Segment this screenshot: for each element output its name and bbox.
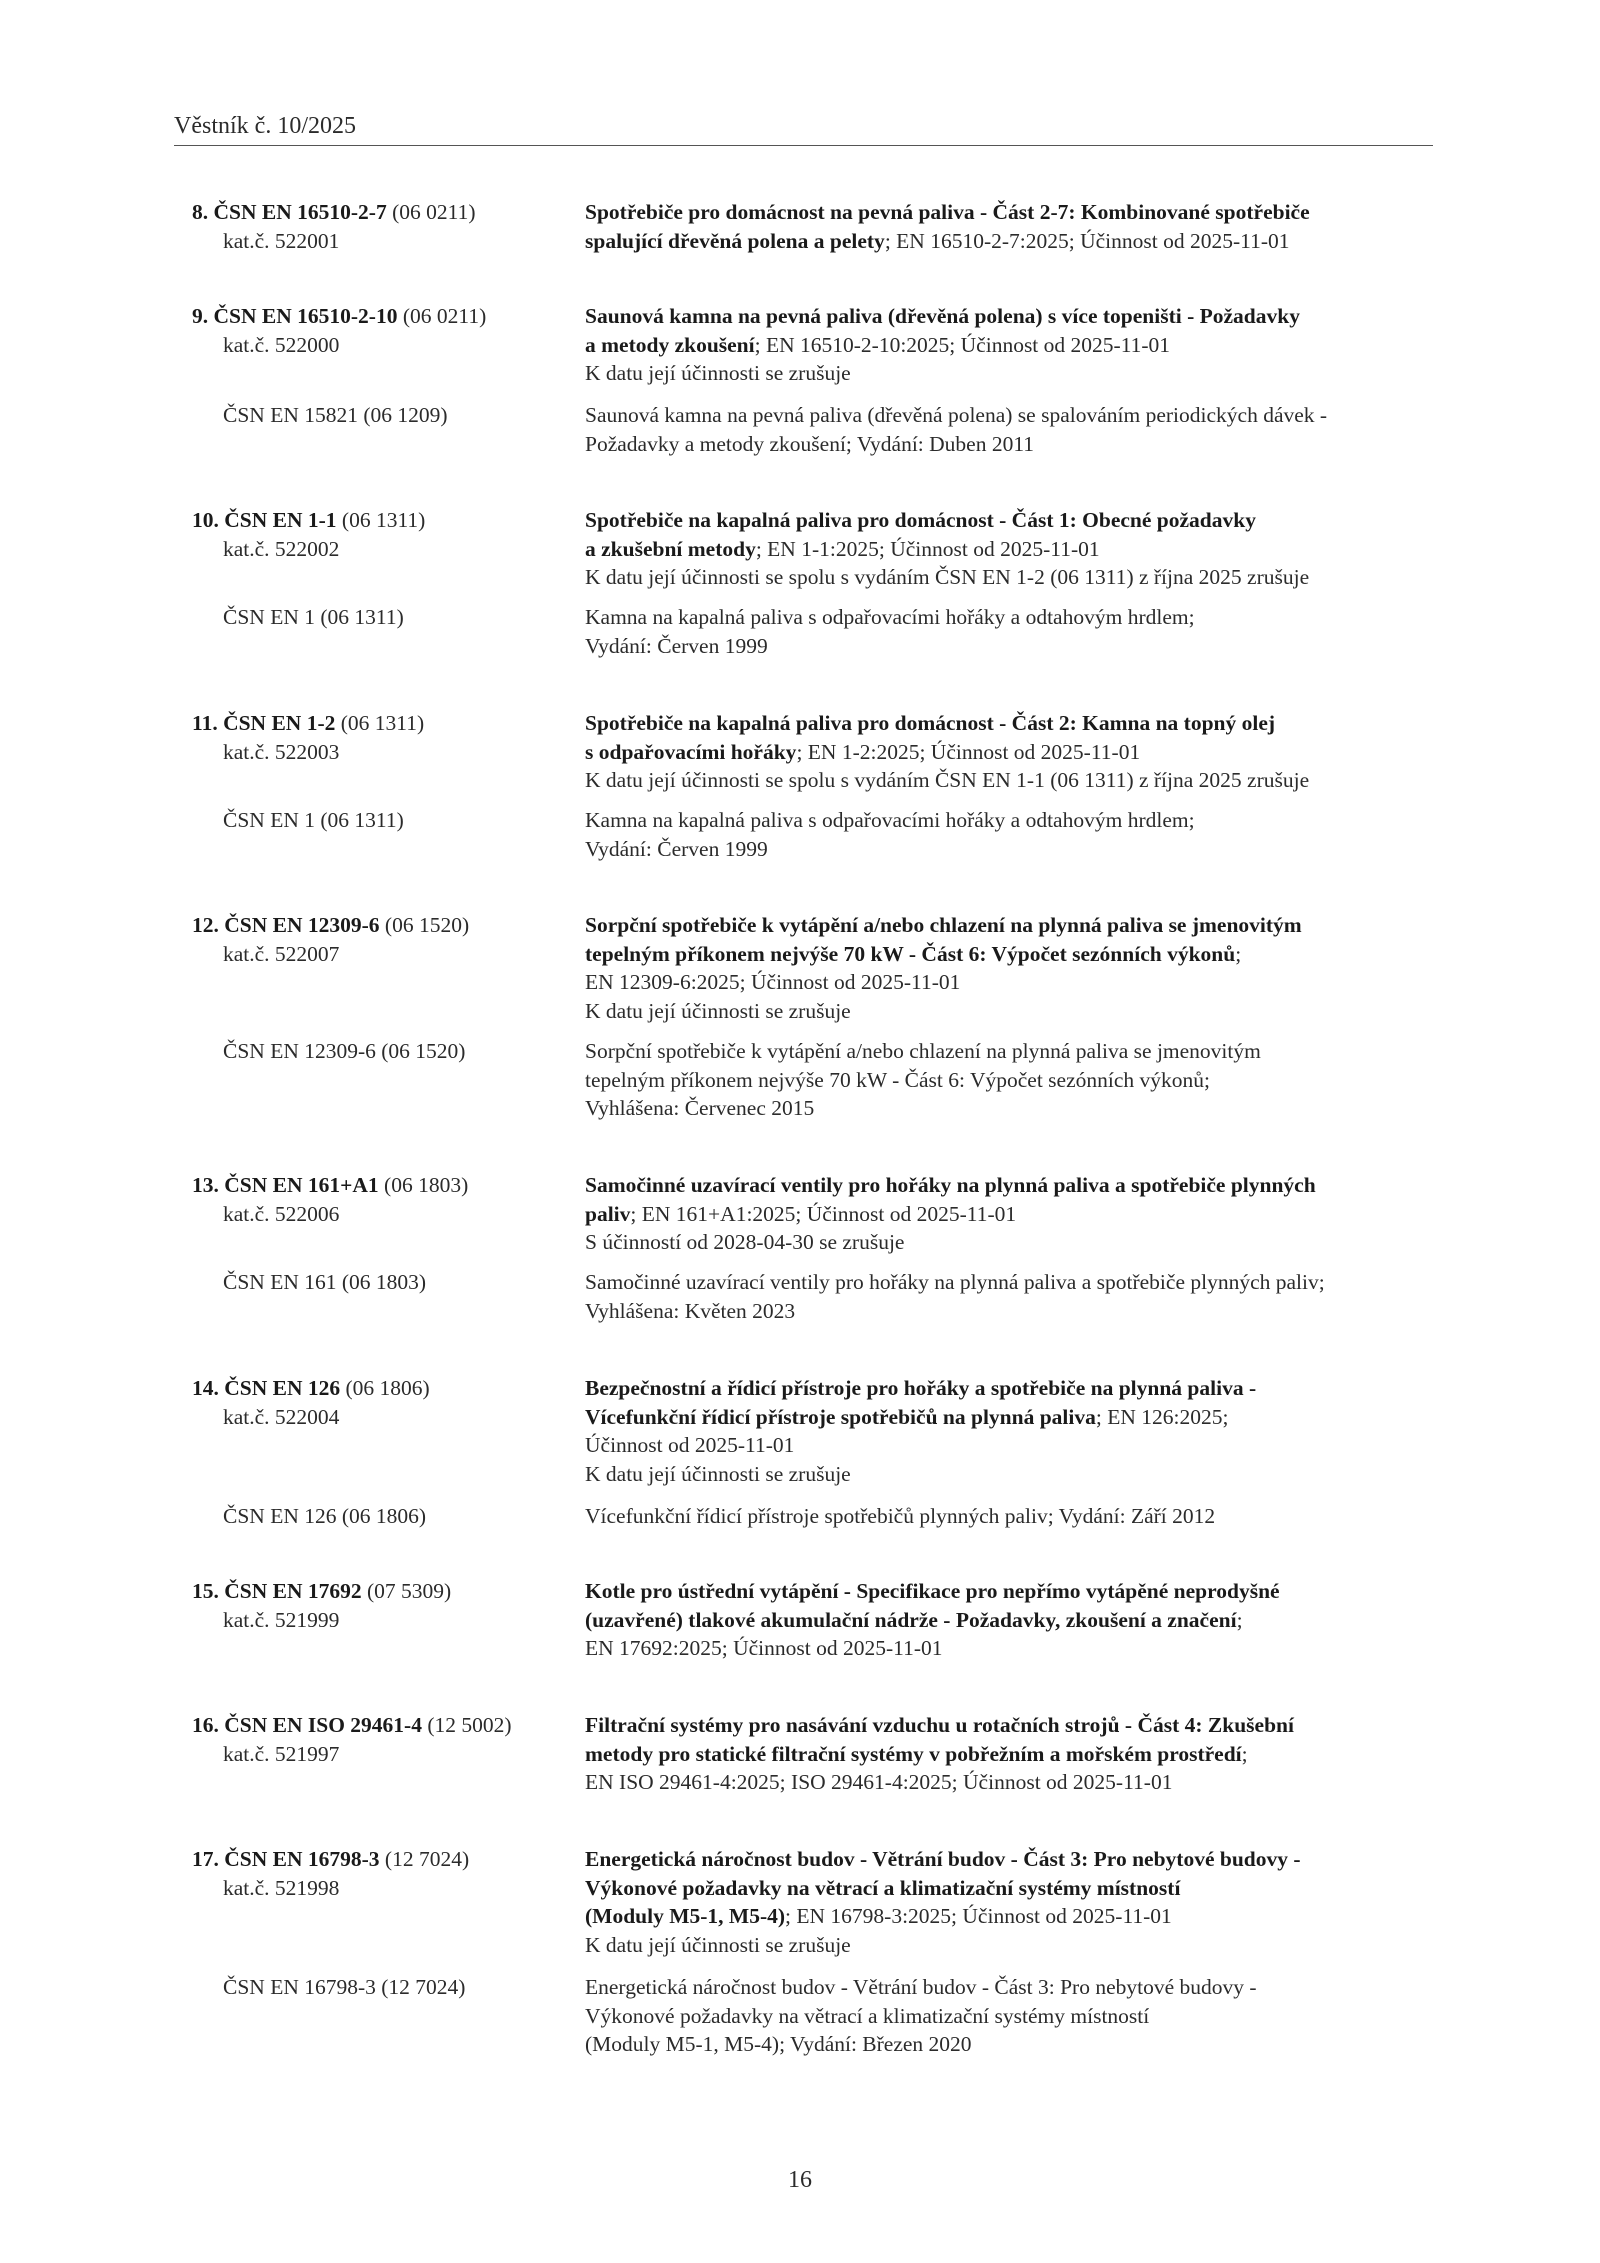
replaced-standard-code: ČSN EN 15821 (06 1209) (223, 403, 448, 427)
catalog-number: kat.č. 522001 (223, 228, 340, 253)
title-details: ; (1241, 1741, 1248, 1766)
title-line-1: Bezpečnostní a řídicí přístroje pro hořáky a spotřebiče na plynná paliva - (585, 1376, 1257, 1400)
class-code: (07 5309) (367, 1579, 452, 1603)
replaced-title-line-3: Vyhlášena: Červenec 2015 (585, 1096, 815, 1120)
replaced-title-line-2: Vydání: Červen 1999 (585, 836, 768, 861)
withdrawal-note: K datu její účinnosti se zrušuje (585, 361, 851, 385)
title-details: ; EN 161+A1:2025; Účinnost od 2025-11-01 (630, 1201, 1017, 1226)
title-line-2: a zkušební metody (585, 536, 756, 561)
page-header: Věstník č. 10/2025 (174, 113, 356, 139)
title-line-2: (uzavřené) tlakové akumulační nádrže - Požadavky, zkoušení a značení (585, 1607, 1237, 1632)
standard-code: ČSN EN 161+A1 (224, 1173, 379, 1197)
entry-number: 9. (192, 304, 209, 328)
replaced-title-line-2: Požadavky a metody zkoušení; Vydání: Duben 2011 (585, 431, 1035, 456)
withdrawal-note: K datu její účinnosti se zrušuje (585, 998, 851, 1023)
title-line-1: Filtrační systémy pro nasávání vzduchu u rotačních strojů - Část 4: Zkušební (585, 1713, 1294, 1737)
standard-code: ČSN EN 126 (224, 1376, 341, 1400)
entry-number: 10. (192, 508, 219, 532)
entry-number: 14. (192, 1376, 219, 1400)
replaced-standard-code: ČSN EN 12309-6 (06 1520) (223, 1039, 466, 1063)
replaced-title-line-2: tepelným příkonem nejvýše 70 kW - Část 6: Výpočet sezónních výkonů; (585, 1067, 1210, 1092)
title-line-2: Výkonové požadavky na větrací a klimatizační systémy místností (585, 1875, 1181, 1900)
title-details: ; (1236, 1607, 1243, 1632)
title-line-1: Spotřebiče na kapalná paliva pro domácnost - Část 1: Obecné požadavky (585, 508, 1256, 532)
title-details: ; EN 16510-2-10:2025; Účinnost od 2025-11-01 (754, 332, 1171, 357)
class-code: (12 7024) (384, 1847, 470, 1871)
withdrawal-note: K datu její účinnosti se zrušuje (585, 1461, 851, 1486)
class-code: (06 0211) (402, 304, 487, 328)
replaced-standard-code: ČSN EN 126 (06 1806) (223, 1504, 427, 1528)
entry-number: 8. (192, 200, 209, 224)
title-line-3: EN 17692:2025; Účinnost od 2025-11-01 (585, 1636, 943, 1660)
standard-code: ČSN EN 16510-2-10 (213, 304, 398, 328)
replaced-title-line-1: Energetická náročnost budov - Větrání budov - Část 3: Pro nebytové budovy - (585, 1975, 1257, 1999)
title-line-3: EN ISO 29461-4:2025; ISO 29461-4:2025; Účinnost od 2025-11-01 (585, 1770, 1173, 1794)
title-details: ; EN 1-2:2025; Účinnost od 2025-11-01 (796, 739, 1141, 764)
title-line-1: Sorpční spotřebiče k vytápění a/nebo chlazení na plynná paliva se jmenovitým (585, 913, 1302, 937)
title-line-3: (Moduly M5-1, M5-4) (585, 1904, 786, 1928)
title-details: ; (1235, 941, 1242, 966)
title-line-2: a metody zkoušení (585, 332, 755, 357)
page-number: 16 (788, 2167, 812, 2193)
standard-code: ČSN EN ISO 29461-4 (224, 1713, 422, 1737)
withdrawal-note: K datu její účinnosti se spolu s vydáním ČSN EN 1-1 (06 1311) z října 2025 zrušuje (585, 768, 1310, 792)
class-code: (12 5002) (427, 1713, 512, 1737)
catalog-number: kat.č. 522004 (223, 1404, 340, 1429)
replaced-title-line-3: (Moduly M5-1, M5-4); Vydání: Březen 2020 (585, 2032, 972, 2056)
title-line-2: spalující dřevěná polena a pelety (585, 228, 885, 253)
title-line-2: paliv (585, 1201, 631, 1226)
title-line-2: s odpařovacími hořáky (585, 739, 797, 764)
replaced-standard-code: ČSN EN 161 (06 1803) (223, 1270, 427, 1294)
replaced-title-line-2: Vyhlášena: Květen 2023 (585, 1298, 796, 1323)
replaced-title-line-1: Vícefunkční řídicí přístroje spotřebičů plynných paliv; Vydání: Září 2012 (585, 1504, 1216, 1528)
standard-code: ČSN EN 1-1 (224, 508, 337, 532)
standard-code: ČSN EN 16510-2-7 (213, 200, 387, 224)
catalog-number: kat.č. 522003 (223, 739, 340, 764)
class-code: (06 0211) (392, 200, 476, 224)
withdrawal-note: K datu její účinnosti se spolu s vydáním ČSN EN 1-2 (06 1311) z října 2025 zrušuje (585, 565, 1310, 589)
title-line-1: Energetická náročnost budov - Větrání budov - Část 3: Pro nebytové budovy - (585, 1847, 1301, 1871)
title-line-2: Vícefunkční řídicí přístroje spotřebičů na plynná paliva (585, 1404, 1096, 1429)
standard-code: ČSN EN 12309-6 (224, 913, 380, 937)
standard-code: ČSN EN 1-2 (223, 711, 336, 735)
class-code: (06 1806) (345, 1376, 430, 1400)
entry-number: 12. (192, 913, 219, 937)
title-line-1: Spotřebiče pro domácnost na pevná paliva - Část 2-7: Kombinované spotřebiče (585, 200, 1310, 224)
replaced-title-line-1: Samočinné uzavírací ventily pro hořáky na plynná paliva a spotřebiče plynných paliv; (585, 1270, 1325, 1294)
title-line-2: metody pro statické filtrační systémy v pobřežním a mořském prostředí (585, 1741, 1242, 1766)
title-line-1: Saunová kamna na pevná paliva (dřevěná polena) s více topeništi - Požadavky (585, 304, 1300, 328)
class-code: (06 1311) (341, 508, 426, 532)
class-code: (06 1311) (340, 711, 425, 735)
catalog-number: kat.č. 521999 (223, 1607, 340, 1632)
replaced-standard-code: ČSN EN 16798-3 (12 7024) (223, 1975, 466, 1999)
title-line-1: Samočinné uzavírací ventily pro hořáky na plynná paliva a spotřebiče plynných (585, 1173, 1316, 1197)
title-details: ; EN 126:2025; (1095, 1404, 1229, 1429)
replaced-title-line-1: Saunová kamna na pevná paliva (dřevěná polena) se spalováním periodických dávek - (585, 403, 1328, 427)
entry-number: 11. (192, 711, 218, 735)
replaced-title-line-2: Výkonové požadavky na větrací a klimatizační systémy místností (585, 2003, 1150, 2028)
catalog-number: kat.č. 521998 (223, 1875, 340, 1900)
class-code: (06 1520) (384, 913, 470, 937)
entry-number: 13. (192, 1173, 219, 1197)
replaced-title-line-1: Kamna na kapalná paliva s odpařovacími hořáky a odtahovým hrdlem; (585, 808, 1195, 832)
title-line-2: tepelným příkonem nejvýše 70 kW - Část 6: Výpočet sezónních výkonů (585, 941, 1236, 966)
catalog-number: kat.č. 522007 (223, 941, 340, 966)
title-details: ; EN 1-1:2025; Účinnost od 2025-11-01 (755, 536, 1100, 561)
entry-number: 17. (192, 1847, 219, 1871)
catalog-number: kat.č. 522000 (223, 332, 340, 357)
withdrawal-note: K datu její účinnosti se zrušuje (585, 1932, 851, 1957)
catalog-number: kat.č. 522002 (223, 536, 340, 561)
replaced-standard-code: ČSN EN 1 (06 1311) (223, 808, 404, 832)
replaced-title-line-2: Vydání: Červen 1999 (585, 633, 768, 658)
replaced-title-line-1: Kamna na kapalná paliva s odpařovacími hořáky a odtahovým hrdlem; (585, 605, 1195, 629)
title-line-3: EN 12309-6:2025; Účinnost od 2025-11-01 (585, 970, 961, 994)
title-line-1: Kotle pro ústřední vytápění - Specifikace pro nepřímo vytápěné neprodyšné (585, 1579, 1280, 1603)
standard-code: ČSN EN 16798-3 (224, 1847, 380, 1871)
replaced-title-line-1: Sorpční spotřebiče k vytápění a/nebo chlazení na plynná paliva se jmenovitým (585, 1039, 1261, 1063)
title-line-1: Spotřebiče na kapalná paliva pro domácnost - Část 2: Kamna na topný olej (585, 711, 1276, 735)
title-line-3: Účinnost od 2025-11-01 (585, 1433, 795, 1457)
title-details: ; EN 16798-3:2025; Účinnost od 2025-11-01 (785, 1904, 1172, 1928)
catalog-number: kat.č. 522006 (223, 1201, 340, 1226)
entry-number: 15. (192, 1579, 219, 1603)
class-code: (06 1803) (384, 1173, 469, 1197)
withdrawal-note: S účinností od 2028-04-30 se zrušuje (585, 1230, 905, 1254)
standard-code: ČSN EN 17692 (224, 1579, 362, 1603)
catalog-number: kat.č. 521997 (223, 1741, 340, 1766)
entry-number: 16. (192, 1713, 219, 1737)
title-details: ; EN 16510-2-7:2025; Účinnost od 2025-11-01 (884, 228, 1290, 253)
replaced-standard-code: ČSN EN 1 (06 1311) (223, 605, 404, 629)
